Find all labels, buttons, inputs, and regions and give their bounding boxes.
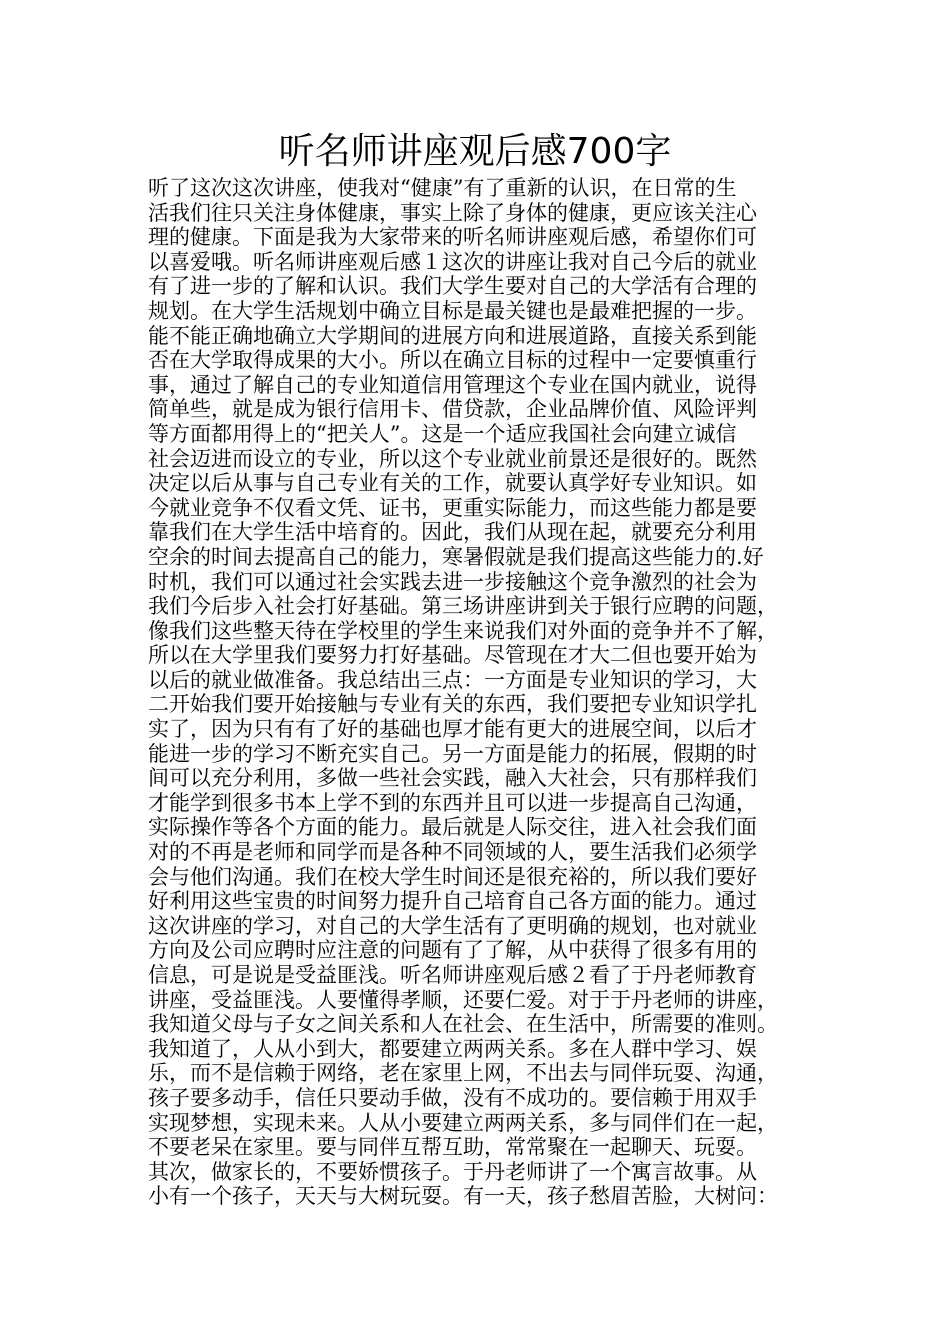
body-text-line: 会与他们沟通。我们在校大学生时间还是很充裕的，所以我们要好 [148,864,757,889]
body-text-line: 小有一个孩子，天天与大树玩耍。有一天，孩子愁眉苦脸，大树问： [148,1184,778,1209]
body-text-line: 事，通过了解自己的专业知道信用管理这个专业在国内就业，说得 [148,372,757,397]
body-text-line: 以后的就业做准备。我总结出三点：一方面是专业知识的学习，大 [148,667,757,692]
body-text-line: 我知道了，人从小到大，都要建立两两关系。多在人群中学习、娱 [148,1036,757,1061]
body-text-line: 决定以后从事与自己专业有关的工作，就要认真学好专业知识。如 [148,471,757,496]
body-text-line: 否在大学取得成果的大小。所以在确立目标的过程中一定要慎重行 [148,348,757,373]
body-text-line: 靠我们在大学生活中培育的。因此，我们从现在起，就要充分利用 [148,520,757,545]
body-text-line: 空余的时间去提高自己的能力，寒暑假就是我们提高这些能力的.好 [148,544,764,569]
body-text-line: 其次，做家长的，不要娇惯孩子。于丹老师讲了一个寓言故事。从 [148,1159,757,1184]
body-text-line: 讲座，受益匪浅。人要懂得孝顺，还要仁爱。对于于丹老师的讲座， [148,987,778,1012]
body-text-line: 信息，可是说是受益匪浅。听名师讲座观后感２看了于丹老师教育 [148,963,757,987]
body-text-line: 所以在大学里我们要努力打好基础。尽管现在才大二但也要开始为 [148,643,757,668]
body-text-line: 我知道父母与子女之间关系和人在社会、在生活中，所需要的准则。 [148,1012,778,1037]
body-text-line: 我们今后步入社会打好基础。第三场讲座讲到关于银行应聘的问题， [148,594,778,619]
body-text-line: 方向及公司应聘时应注意的问题有了了解，从中获得了很多有用的 [148,938,757,963]
body-text-line: 实际操作等各个方面的能力。最后就是人际交往，进入社会我们面 [148,815,757,840]
body-text-line: 二开始我们要开始接触与专业有关的东西，我们要把专业知识学扎 [148,692,757,717]
body-text-line: 不要老呆在家里。要与同伴互帮互助，常常聚在一起聊天、玩耍。 [148,1135,757,1160]
body-text-line: 能不能正确地确立大学期间的进展方向和进展道路，直接关系到能 [148,323,757,348]
body-text-line: 乐，而不是信赖于网络，老在家里上网，不出去与同伴玩耍、沟通， [148,1061,778,1086]
body-text-line: 规划。在大学生活规划中确立目标是最关键也是最难把握的一步。 [148,298,757,323]
body-text-line: 好利用这些宝贵的时间努力提升自己培育自己各方面的能力。通过 [148,889,757,914]
body-text-line: 听了这次这次讲座，使我对“健康”有了重新的认识，在日常的生 [148,176,737,200]
body-text-line: 像我们这些整天待在学校里的学生来说我们对外面的竞争并不了解， [148,618,778,643]
body-text-line: 实现梦想，实现未来。人从小要建立两两关系，多与同伴们在一起， [148,1110,778,1135]
body-text-line: 今就业竞争不仅看文凭、证书，更重实际能力，而这些能力都是要 [148,495,757,520]
body-text-line: 间可以充分利用，多做一些社会实践，融入大社会，只有那样我们 [148,766,757,791]
body-text-line: 活我们往只关注身体健康，事实上除了身体的健康，更应该关注心 [148,200,757,225]
document-title: 听名师讲座观后感700字 [278,131,672,172]
body-text-line: 实了，因为只有有了好的基础也厚才能有更大的进展空间，以后才 [148,717,757,742]
body-text-line: 有了进一步的了解和认识。我们大学生要对自己的大学活有合理的 [148,274,757,299]
document-body [148,176,828,1209]
body-text-line: 对的不再是老师和同学而是各种不同领域的人，要生活我们必须学 [148,840,757,865]
body-text-line: 以喜爱哦。听名师讲座观后感１这次的讲座让我对自己今后的就业 [148,249,757,274]
body-text-line: 孩子要多动手，信任只要动手做，没有不成功的。要信赖于用双手 [148,1085,757,1110]
body-text-line: 才能学到很多书本上学不到的东西并且可以进一步提高自己沟通， [148,790,757,815]
body-text-line: 社会迈进而设立的专业，所以这个专业就业前景还是很好的。既然 [148,446,757,471]
body-text-line: 简单些，就是成为银行信用卡、借贷款，企业品牌价值、风险评判 [148,397,757,422]
body-text-line: 等方面都用得上的“把关人”。这是一个适应我国社会向建立诚信 [148,421,737,446]
body-text-line: 能进一步的学习不断充实自己。另一方面是能力的拓展，假期的时 [148,741,757,766]
body-text-line: 时机，我们可以通过社会实践去进一步接触这个竞争激烈的社会为 [148,569,757,594]
body-text-line: 这次讲座的学习，对自己的大学生活有了更明确的规划，也对就业 [148,913,757,938]
body-text-line: 理的健康。下面是我为大家带来的听名师讲座观后感，希望你们可 [148,225,757,250]
